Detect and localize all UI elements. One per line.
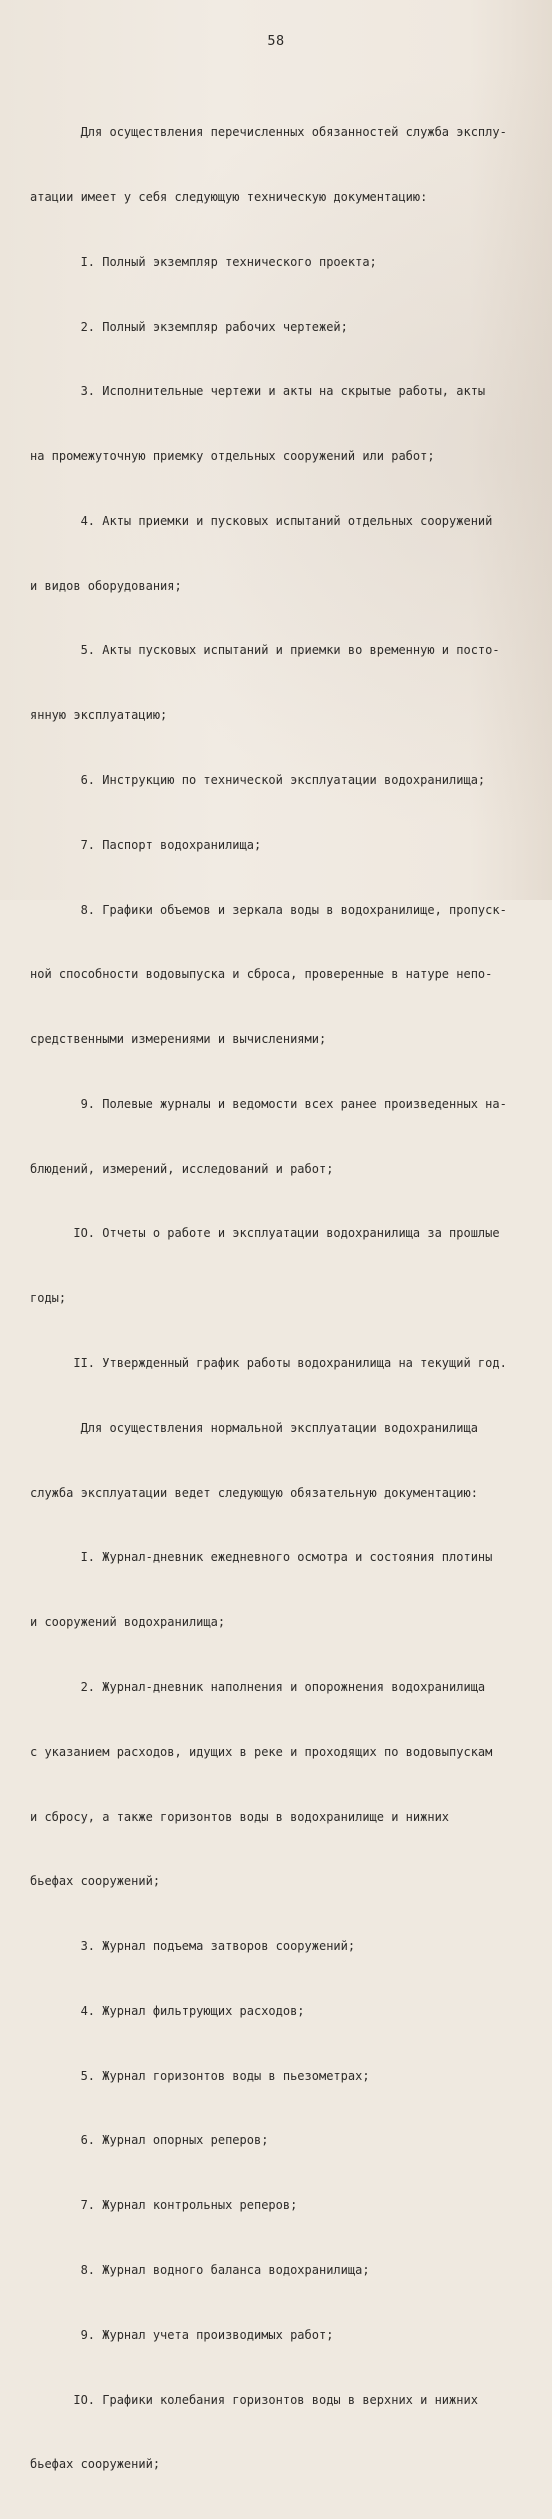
text-line: 9. Полевые журналы и ведомости всех ранее произведенных на-: [30, 1096, 507, 1111]
text-line: 6. Журнал опорных реперов;: [30, 2133, 269, 2148]
text-line: годы;: [30, 1291, 67, 1306]
text-line: Для осуществления нормальной эксплуатации водохранилища: [30, 1420, 478, 1435]
text-line: 4. Акты приемки и пусковых испытаний отдельных сооружений: [30, 513, 493, 528]
text-line: ной способности водовыпуска и сброса, проверенные в натуре непо-: [30, 967, 493, 982]
text-line: 7. Паспорт водохранилища;: [30, 837, 262, 852]
text-line: IO. Отчеты о работе и эксплуатации водохранилища за прошлые: [30, 1226, 500, 1241]
text-line: янную эксплуатацию;: [30, 708, 168, 723]
text-line: служба эксплуатации ведет следующую обязательную документацию:: [30, 1485, 478, 1500]
body-text: [30, 79, 548, 2519]
text-line: II. Утвержденный график работы водохранилища на текущий год.: [30, 1356, 507, 1371]
text-line: IO. Графики колебания горизонтов воды в верхних и нижних: [30, 2392, 478, 2407]
page-number: 58: [267, 33, 285, 49]
text-line: и сбросу, а также горизонтов воды в водохранилище и нижних: [30, 1809, 450, 1824]
text-line: 2. Журнал-дневник наполнения и опорожнения водохранилища: [30, 1679, 486, 1694]
text-line: блюдений, измерений, исследований и работ;: [30, 1161, 334, 1176]
text-line: и видов оборудования;: [30, 578, 182, 593]
text-line: I. Полный экземпляр технического проекта;: [30, 254, 377, 269]
text-line: 3. Исполнительные чертежи и акты на скрытые работы, акты: [30, 384, 486, 399]
text-line: 5. Журнал горизонтов воды в пьезометрах;: [30, 2068, 370, 2083]
text-line: средственными измерениями и вычислениями;: [30, 1032, 327, 1047]
text-line: 3. Журнал подъема затворов сооружений;: [30, 1939, 356, 1954]
text-line: бьефах сооружений;: [30, 2457, 161, 2472]
text-line: 5. Акты пусковых испытаний и приемки во временную и посто-: [30, 643, 500, 658]
text-line: бьефах сооружений;: [30, 1874, 161, 1889]
text-line: 2. Полный экземпляр рабочих чертежей;: [30, 319, 348, 334]
text-line: 8. Графики объемов и зеркала воды в водохранилище, пропуск-: [30, 902, 507, 917]
text-line: 7. Журнал контрольных реперов;: [30, 2198, 298, 2213]
text-line: с указанием расходов, идущих в реке и проходящих по водовыпускам: [30, 1744, 493, 1759]
text-line: и сооружений водохранилища;: [30, 1615, 226, 1630]
text-line: атации имеет у себя следующую техническую документацию:: [30, 189, 428, 204]
text-line: 4. Журнал фильтрующих расходов;: [30, 2003, 305, 2018]
text-line: 6. Инструкцию по технической эксплуатации водохранилища;: [30, 773, 486, 787]
text-line: на промежуточную приемку отдельных сооружений или работ;: [30, 449, 435, 464]
text-line: I. Журнал-дневник ежедневного осмотра и состояния плотины: [30, 1550, 493, 1565]
text-line: 9. Журнал учета производимых работ;: [30, 2327, 334, 2342]
text-line: Для осуществления перечисленных обязанностей служба эксплу-: [30, 125, 507, 140]
text-line: 8. Журнал водного баланса водохранилища;: [30, 2262, 370, 2277]
